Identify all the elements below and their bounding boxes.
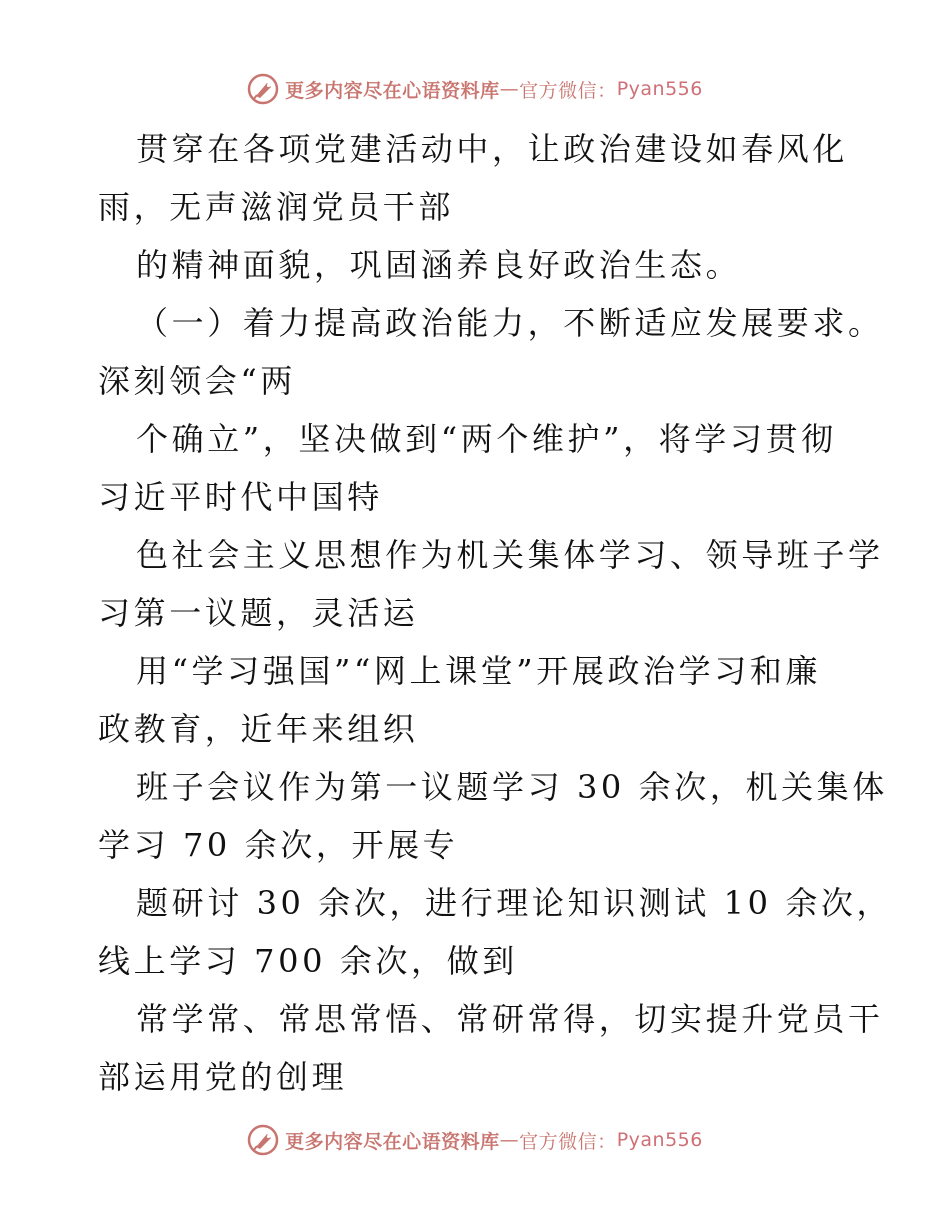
text-line: 用“学习强国”“网上课堂”开展政治学习和廉 [136, 652, 822, 690]
text-line: 个确立”，坚决做到“两个维护”，将学习贯彻 [136, 420, 837, 458]
text-line: 习近平时代中国特 [98, 478, 383, 516]
watermark-separator: — [499, 1129, 520, 1151]
watermark-wechat-id: Pyan556 [616, 1129, 703, 1151]
watermark-wechat-label: 官方微信： [519, 79, 617, 102]
pen-nib-logo-icon [247, 1124, 279, 1156]
text-line: 贯穿在各项党建活动中，让政治建设如春风化 [136, 130, 849, 168]
footer-watermark-banner [0, 1124, 950, 1156]
text-line: （一）着力提高政治能力，不断适应发展要求。 [136, 304, 884, 342]
text-line: 学习 70 余次，开展专 [98, 826, 459, 864]
text-line: 色社会主义思想作为机关集体学习、领导班子学 [136, 536, 884, 574]
watermark-text [285, 1127, 703, 1154]
text-line: 深刻领会“两 [98, 362, 296, 400]
text-line: 常学常、常思常悟、常研常得，切实提升党员干 [136, 1000, 884, 1038]
watermark-wechat-label: 官方微信： [519, 1130, 617, 1153]
watermark-wechat-id: Pyan556 [616, 78, 703, 100]
watermark-separator: — [499, 78, 520, 100]
watermark-main-text: 更多内容尽在心语资料库 [285, 79, 500, 102]
pen-nib-logo-icon [247, 73, 279, 105]
text-line: 线上学习 700 余次，做到 [98, 942, 518, 980]
watermark-text [285, 76, 703, 103]
watermark-main-text: 更多内容尽在心语资料库 [285, 1130, 500, 1153]
text-line: 部运用党的创理 [98, 1058, 348, 1096]
header-watermark-banner [0, 73, 950, 105]
text-line: 的精神面貌，巩固涵养良好政治生态。 [136, 246, 742, 284]
document-body [98, 120, 893, 1106]
text-line: 雨，无声滋润党员干部 [98, 188, 455, 226]
paragraph-1 [98, 120, 893, 1106]
text-line: 政教育，近年来组织 [98, 710, 419, 748]
text-line: 习第一议题，灵活运 [98, 594, 419, 632]
text-line: 班子会议作为第一议题学习 30 余次，机关集体 [136, 768, 888, 806]
text-line: 题研讨 30 余次，进行理论知识测试 10 余次， [136, 884, 893, 922]
